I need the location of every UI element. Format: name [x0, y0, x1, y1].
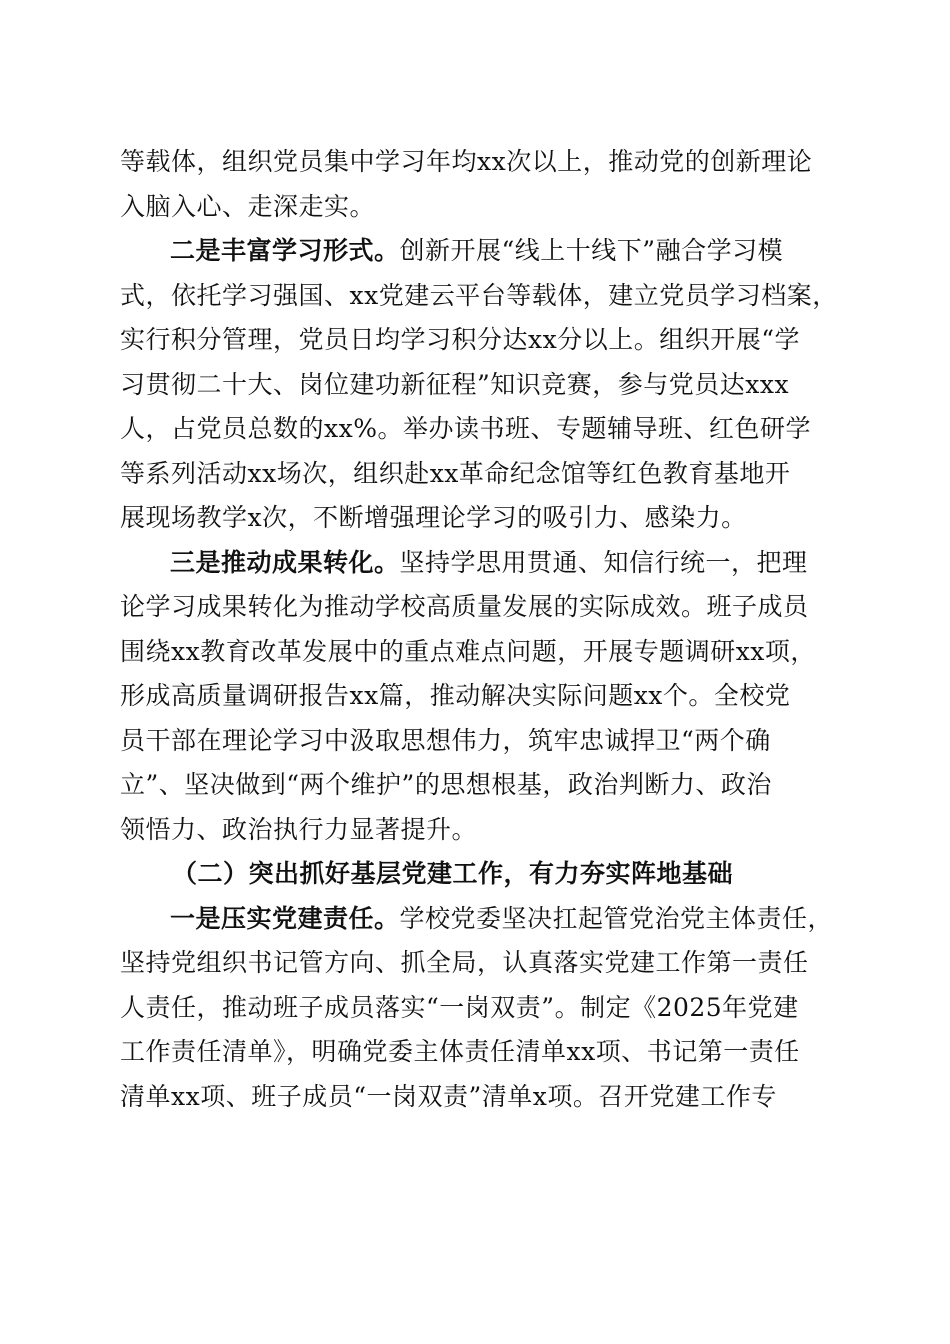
text-line: 入脑入心、走深走实。	[120, 191, 376, 221]
paragraph-first-line	[120, 897, 832, 942]
text-line: 员干部在理论学习中汲取思想伟力，筑牢忠诚捍卫“两个确	[120, 725, 771, 755]
text-line: 习贯彻二十大、岗位建功新征程”知识竞赛，参与党员达xxx	[120, 369, 790, 399]
paragraph-lead: 一是压实党建责任。	[170, 903, 400, 933]
text-line: 人，占党员总数的xx%。举办读书班、专题辅导班、红色研学	[120, 414, 811, 443]
text-span: 创新开展“线上十线下”融合学习模	[399, 236, 784, 265]
text-line: 展现场教学x次，不断增强理论学习的吸引力、感染力。	[120, 503, 747, 532]
text-line: 围绕xx教育改革发展中的重点难点问题，开展专题调研xx项，	[120, 636, 816, 666]
section-heading: （二）突出抓好基层党建工作，有力夯实阵地基础	[172, 859, 734, 888]
text-line: 等系列活动xx场次，组织赴xx革命纪念馆等红色教育基地开	[120, 458, 791, 488]
text-line: 清单xx项、班子成员“一岗双责”清单x项。召开党建工作专	[120, 1081, 777, 1111]
text-line: 论学习成果转化为推动学校高质量发展的实际成效。班子成员	[120, 592, 809, 621]
paragraph-lead: 三是推动成果转化。	[170, 547, 400, 577]
text-line: 等载体，组织党员集中学习年均xx次以上，推动党的创新理论	[120, 147, 813, 176]
text-span: 坚持学思用贯通、知信行统一，把理	[399, 547, 808, 577]
text-line: 实行积分管理，党员日均学习积分达xx分以上。组织开展“学	[120, 325, 800, 354]
document-page	[120, 140, 838, 1119]
text-span: 学校党委坚决扛起管党治党主体责任，	[399, 903, 834, 933]
text-line: 工作责任清单》，明确党委主体责任清单xx项、书记第一责任	[120, 1037, 800, 1066]
text-line: 式，依托学习强国、xx党建云平台等载体，建立党员学习档案，	[120, 280, 838, 310]
text-line: 人责任，推动班子成员落实“一岗双责”。制定《2025年党建	[120, 992, 799, 1022]
paragraph-lead: 二是丰富学习形式。	[170, 236, 400, 265]
text-line: 形成高质量调研报告xx篇，推动解决实际问题xx个。全校党	[120, 681, 791, 710]
text-line: 领悟力、政治执行力显著提升。	[120, 814, 478, 844]
text-line: 立”、坚决做到“两个维护”的思想根基，政治判断力、政治	[120, 770, 772, 799]
paragraph-first-line	[120, 541, 832, 586]
text-line: 坚持党组织书记管方向、抓全局，认真落实党建工作第一责任	[120, 948, 809, 977]
paragraph-first-line	[120, 229, 832, 274]
